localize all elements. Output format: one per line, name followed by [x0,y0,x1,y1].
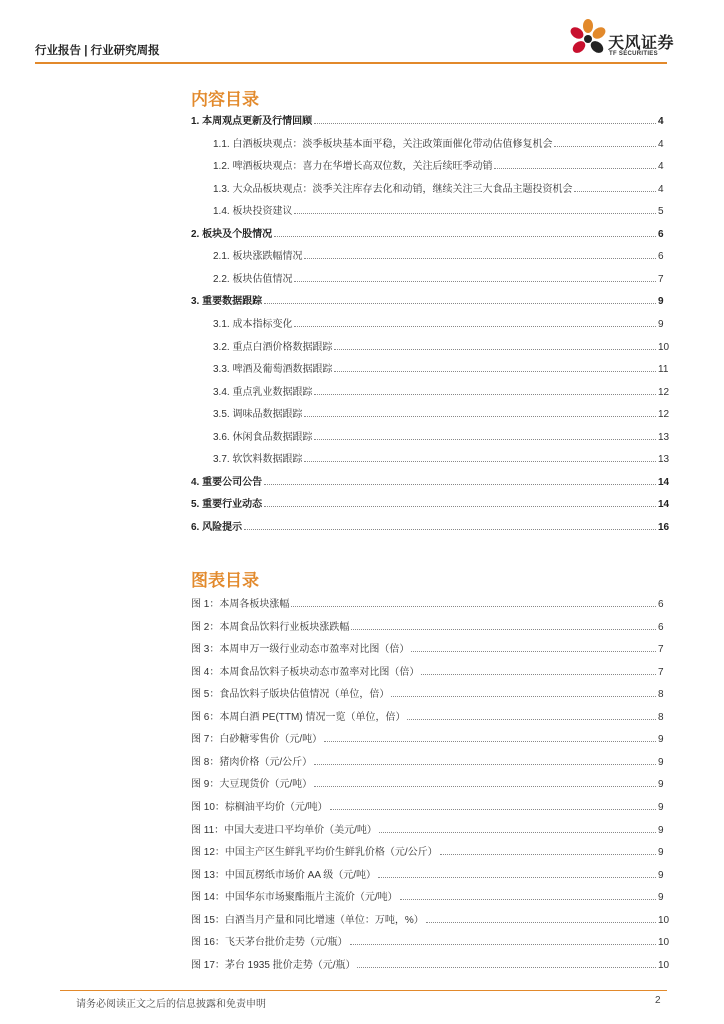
toc-entry-title: 3.1. 成本指标变化 [213,318,293,330]
page-ref: 6 [658,228,664,240]
report-type-label: 行业报告 | 行业研究周报 [35,45,160,57]
dot-leader [351,629,656,630]
page-ref: 9 [658,734,664,746]
toc-entry-title: 1. 本周观点更新及行情回顾 [191,116,313,127]
dot-leader [391,696,656,697]
dot-leader [264,506,656,507]
toc-entry-title: 3.2. 重点白酒价格数据跟踪 [213,341,333,353]
toc-entry[interactable] [191,291,664,307]
figure-entry-title: 图 7：白砂糖零售价（元/吨） [191,734,323,746]
page-ref: 9 [658,779,664,791]
page-ref: 6 [658,599,664,610]
logo-english-name: TF SECURITIES [609,51,658,57]
page-ref: 10 [658,341,670,353]
page-ref: 4 [658,161,664,173]
figure-entry-title: 图 13：中国瓦楞纸市场价 AA 级（元/吨） [191,869,377,881]
toc-entry-title: 2.1. 板块涨跌幅情况 [213,251,303,263]
page-ref: 4 [658,116,664,127]
toc-entry-title: 1.3. 大众品板块观点：淡季关注库存去化和动销，继续关注三大食品主题投资机会 [213,183,573,195]
page-ref: 7 [658,666,664,678]
figure-entry-title: 图 11：中国大麦进口平均单价（美元/吨） [191,824,377,836]
dot-leader [411,651,656,652]
dot-leader [304,461,656,462]
page-number: 2 [655,995,661,1006]
figure-entry-title: 图 12：中国主产区生鲜乳平均价生鲜乳价格（元/公斤） [191,847,438,859]
dot-leader [494,168,656,169]
dot-leader [574,191,656,192]
dot-leader [324,741,656,742]
page-ref: 13 [658,454,670,466]
dot-leader [264,484,656,485]
toc-entry[interactable] [213,201,664,217]
page-ref: 6 [658,251,664,263]
dot-leader [294,213,656,214]
page-ref: 4 [658,138,664,150]
page-ref: 7 [658,644,664,656]
figure-entry-title: 图 10：棕榈油平均价（元/吨） [191,801,328,813]
dot-leader [314,394,656,395]
figure-entry[interactable] [191,594,664,610]
figure-entry-title: 图 16：飞天茅台批价走势（元/瓶） [191,937,348,949]
figure-entry-title: 图 2：本周食品饮料行业板块涨跌幅 [191,621,350,633]
page-ref: 8 [658,689,664,701]
dot-leader [334,371,656,372]
dot-leader [350,944,656,945]
page-ref: 10 [658,959,670,971]
dot-leader [244,529,656,530]
page-ref: 7 [658,273,664,285]
toc-entry-title: 2.2. 板块估值情况 [213,273,293,285]
figure-entry-title: 图 6：本周白酒 PE(TTM) 情况一览（单位，倍） [191,711,406,723]
dot-leader [314,786,656,787]
toc-entry-title: 3.4. 重点乳业数据跟踪 [213,386,313,398]
dot-leader [264,303,656,304]
toc-entry[interactable] [213,314,664,330]
page-ref: 16 [658,521,670,533]
figure-entry[interactable] [191,707,664,723]
page-ref: 12 [658,386,670,398]
page-ref: 4 [658,183,664,195]
page-ref: 9 [658,756,664,768]
toc-entry[interactable] [191,111,664,127]
page-ref: 9 [658,824,664,836]
dot-leader [330,809,656,810]
figure-entry[interactable] [191,887,664,903]
dot-leader [294,326,656,327]
figure-entry[interactable] [191,842,664,858]
toc-entry[interactable] [213,269,664,285]
page-ref: 9 [658,318,664,330]
toc-entry-title: 3.6. 休闲食品数据跟踪 [213,431,313,443]
dot-leader [400,899,656,900]
figure-entry-title: 图 5：食品饮料子版块估值情况（单位，倍） [191,689,390,701]
header-divider [35,62,667,64]
dot-leader [304,416,656,417]
toc-entry-title: 5. 重要行业动态 [191,499,263,511]
toc-entry-title: 1.4. 板块投资建议 [213,206,293,218]
toc-entry[interactable] [213,404,670,421]
figure-entry-title: 图 9：大豆现货价（元/吨） [191,779,313,791]
toc-entry-title: 6. 风险提示 [191,521,243,533]
page-ref: 9 [658,892,664,904]
figure-entry[interactable] [191,639,664,655]
page-ref: 14 [658,499,670,511]
page-ref: 12 [658,409,670,421]
dot-leader [304,258,656,259]
toc-entry-title: 3. 重要数据跟踪 [191,296,263,308]
dot-leader [426,922,656,923]
toc-title: 内容目录 [191,90,259,109]
footer-divider [60,990,667,991]
toc-entry-title: 1.2. 啤酒板块观点：喜力在华增长高双位数，关注后续旺季动销 [213,161,493,173]
dot-leader [440,854,656,855]
page-ref: 14 [658,476,670,488]
disclaimer-text: 请务必阅读正文之后的信息披露和免责申明 [76,999,266,1010]
logo-chinese-name: 天风证券 [608,35,675,52]
figure-entry-title: 图 4：本周食品饮料子板块动态市盈率对比图（倍） [191,666,420,678]
figure-entry-title: 图 15：白酒当月产量和同比增速（单位：万吨，%） [191,914,424,926]
figure-entry[interactable] [191,774,664,790]
figure-entry[interactable] [191,684,664,700]
figure-list-title: 图表目录 [191,571,259,590]
figure-entry-title: 图 8：猪肉价格（元/公斤） [191,756,313,768]
dot-leader [379,832,656,833]
page-ref: 10 [658,914,670,926]
dot-leader [554,146,656,147]
toc-entry-title: 3.3. 啤酒及葡萄酒数据跟踪 [213,364,333,376]
toc-entry-title: 3.5. 调味品数据跟踪 [213,409,303,421]
page-ref: 8 [658,711,664,723]
figure-entry[interactable] [191,932,670,949]
figure-entry[interactable] [191,910,670,926]
toc-entry-title: 1.1. 白酒板块观点：淡季板块基本面平稳，关注政策面催化带动估值修复机会 [213,138,553,150]
dot-leader [407,719,656,720]
figure-entry[interactable] [191,865,664,881]
toc-entry[interactable] [213,382,670,398]
figure-entry[interactable] [191,797,664,813]
toc-entry[interactable] [213,156,664,172]
dot-leader [334,349,656,350]
dot-leader [378,877,656,878]
dot-leader [291,606,656,607]
toc-entry[interactable] [213,134,664,150]
toc-entry[interactable] [213,246,664,262]
page-ref: 9 [658,847,664,859]
page-ref: 6 [658,621,664,633]
logo-mark-icon [568,18,608,60]
toc-entry[interactable] [191,494,670,511]
toc-entry[interactable] [213,449,670,466]
toc-entry[interactable] [213,179,664,195]
page-ref: 5 [658,206,664,218]
toc-entry-title: 2. 板块及个股情况 [191,228,273,240]
figure-entry-title: 图 17：茅台 1935 批价走势（元/瓶） [191,959,356,971]
dot-leader [314,123,656,124]
toc-entry[interactable] [213,359,669,376]
page-ref: 10 [658,937,670,949]
figure-entry[interactable] [191,955,670,971]
dot-leader [274,236,656,237]
figure-entry[interactable] [191,662,664,678]
page-ref: 13 [658,431,670,443]
figure-entry[interactable] [191,820,664,836]
toc-entry-title: 4. 重要公司公告 [191,476,263,488]
page-ref: 9 [658,296,664,308]
figure-entry-title: 图 3：本周申万一级行业动态市盈率对比图（倍） [191,644,410,656]
dot-leader [314,764,656,765]
toc-entry[interactable] [191,224,664,240]
dot-leader [357,967,656,968]
dot-leader [294,281,656,282]
toc-entry-title: 3.7. 软饮料数据跟踪 [213,454,303,466]
toc-entry[interactable] [213,337,670,353]
figure-entry-title: 图 14：中国华东市场聚酯瓶片主流价（元/吨） [191,892,398,904]
figure-entry[interactable] [191,729,664,745]
figure-entry-title: 图 1：本周各板块涨幅 [191,599,290,610]
figure-entry[interactable] [191,617,664,633]
toc-entry[interactable] [191,517,670,533]
dot-leader [314,439,656,440]
page-ref: 9 [658,869,664,881]
toc-entry[interactable] [191,472,670,488]
company-logo [568,18,678,62]
toc-entry[interactable] [213,427,670,443]
dot-leader [421,674,656,675]
page-ref: 11 [658,364,669,376]
page-ref: 9 [658,801,664,813]
figure-entry[interactable] [191,752,664,768]
